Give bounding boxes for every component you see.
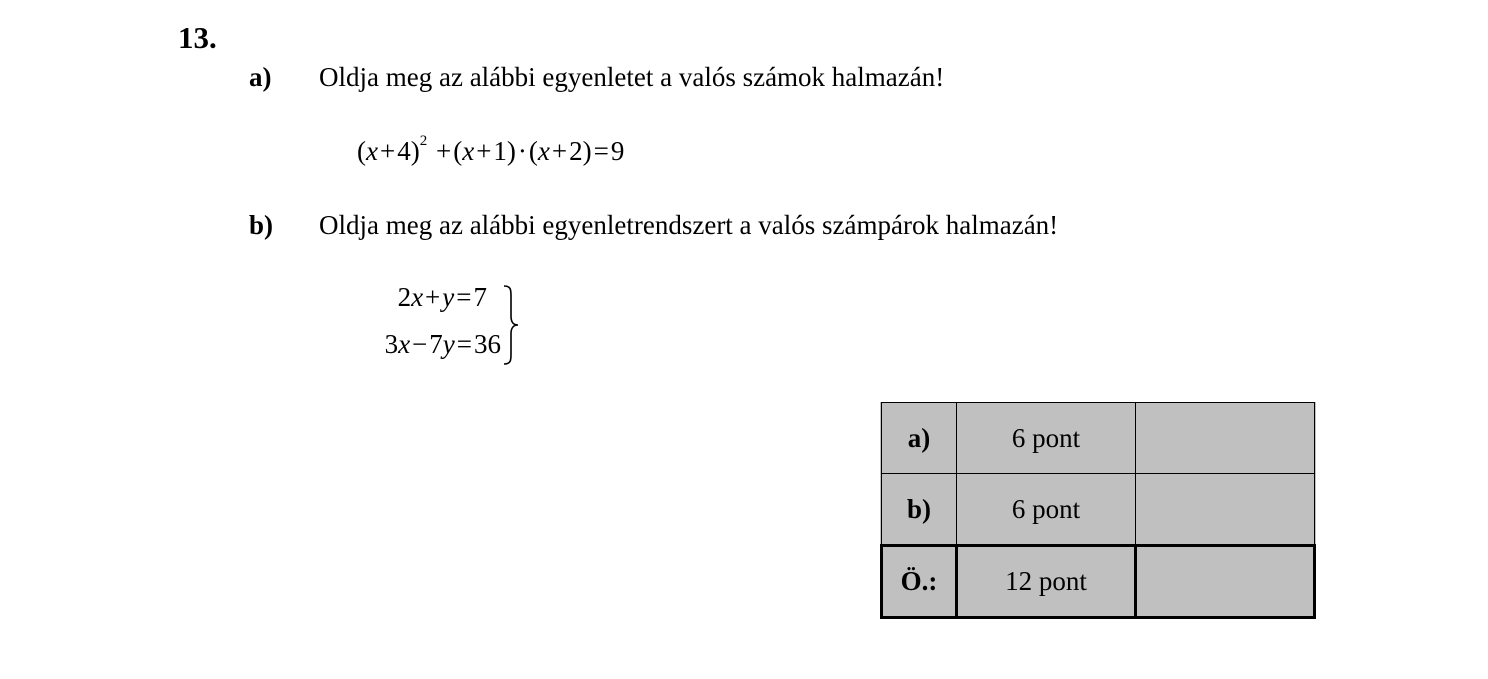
part-a-equation xyxy=(357,133,625,166)
operator: = xyxy=(593,136,609,166)
problem-number: 13. xyxy=(178,20,217,55)
operator: + xyxy=(551,136,568,166)
coefficient: 7 xyxy=(429,329,443,359)
table-row xyxy=(882,403,1315,474)
variable-x: x xyxy=(537,136,550,166)
operator: + xyxy=(476,136,492,166)
paren: ( xyxy=(357,136,366,166)
paren: ( xyxy=(528,136,538,166)
equation-system xyxy=(358,284,523,366)
score-points-cell: 6 pont xyxy=(957,474,1136,546)
number: 36 xyxy=(474,329,501,359)
part-a-label: a) xyxy=(249,62,272,92)
score-table xyxy=(880,402,1316,619)
number: 9 xyxy=(610,136,625,166)
variable-y: y xyxy=(442,282,455,312)
number: 4 xyxy=(397,136,411,166)
score-total-points-cell: 12 pont xyxy=(957,546,1136,618)
coefficient: 2 xyxy=(397,282,412,312)
number: 1 xyxy=(493,136,507,166)
number: 7 xyxy=(473,282,487,312)
score-earned-cell[interactable] xyxy=(1136,403,1315,474)
system-equation-2 xyxy=(385,331,501,358)
exponent: 2 xyxy=(419,133,428,149)
score-part-cell: a) xyxy=(882,403,957,474)
operator: · xyxy=(517,136,527,166)
coefficient: 3 xyxy=(384,329,399,359)
score-points-cell: 6 pont xyxy=(957,403,1136,474)
variable-x: x xyxy=(411,282,424,312)
part-a-instruction: Oldja meg az alábbi egyenletet a valós számok halmazán! xyxy=(319,62,945,92)
paren: ) xyxy=(582,136,592,166)
operator: = xyxy=(456,329,472,359)
paren: ) xyxy=(506,136,516,166)
variable-x: x xyxy=(366,136,378,166)
part-b-instruction: Oldja meg az alábbi egyenletrendszert a valós számpárok halmazán! xyxy=(319,210,1059,240)
score-total-earned-cell[interactable] xyxy=(1136,546,1315,618)
operator: + xyxy=(379,136,396,166)
paren: ) xyxy=(410,136,420,166)
score-part-cell: b) xyxy=(882,474,957,546)
right-brace-icon xyxy=(501,284,521,366)
table-row xyxy=(882,474,1315,546)
score-earned-cell[interactable] xyxy=(1136,474,1315,546)
operator: + xyxy=(435,136,452,166)
table-row-total xyxy=(882,546,1315,618)
part-b-label: b) xyxy=(249,210,274,240)
variable-y: y xyxy=(442,329,455,359)
variable-x: x xyxy=(398,329,411,359)
number: 2 xyxy=(569,136,583,166)
system-equation-1 xyxy=(398,284,501,311)
score-total-label-cell: Ö.: xyxy=(882,546,957,618)
variable-x: x xyxy=(462,136,475,166)
paren: ( xyxy=(453,136,463,166)
operator: = xyxy=(456,282,472,312)
operator: − xyxy=(412,329,428,359)
operator: + xyxy=(425,282,441,312)
